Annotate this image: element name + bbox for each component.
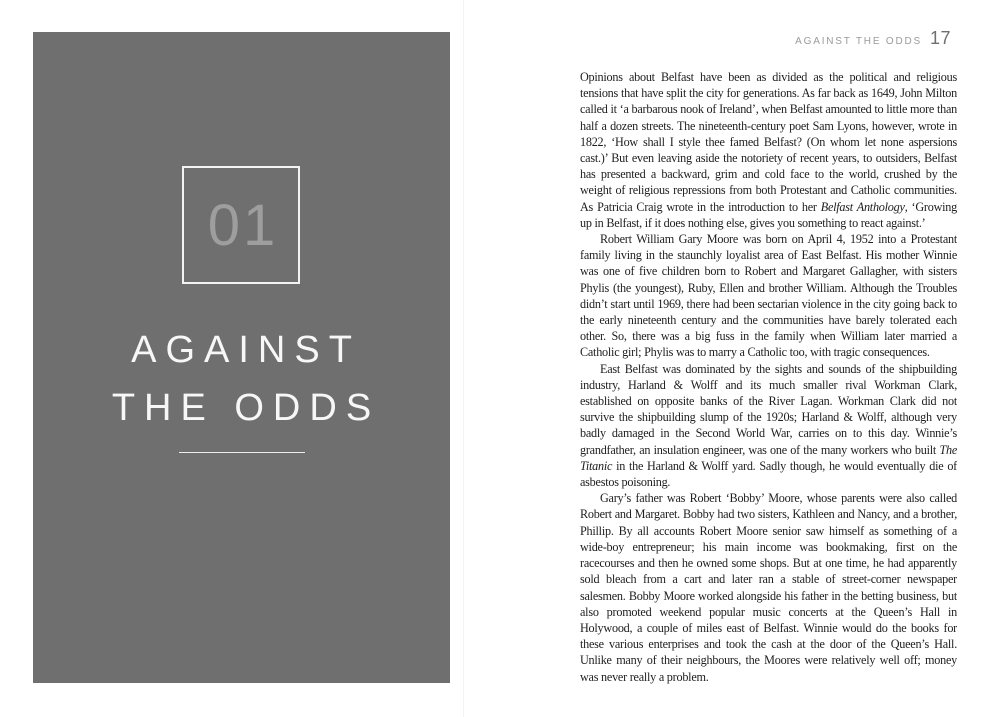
italic-ship-name: The Titanic (580, 442, 957, 473)
running-header (795, 28, 951, 49)
running-title: AGAINST THE ODDS (795, 36, 922, 47)
chapter-number: 01 (207, 192, 279, 258)
chapter-title-line-1: AGAINST (131, 329, 361, 371)
chapter-title-line-2: THE ODDS (111, 387, 381, 429)
paragraph-text: Opinions about Belfast have been as divided as the political and religious tensions that have split the city for generations. As far back as 1649, John Milton called it ‘a barbarous nook of Ireland’, when Belfast amounted to little more than half a dozen streets. The nineteenth-century poet Sam Lyons, however, wrote in 1822, ‘How shall I style thee famed Belfast? (On whom let none aspersions cast.)’ But even leaving aside the notoriety of recent years, to outsiders, Belfast has presented a backward, grim and cold face to the world, crushed by the weight of religious repressions from both Protestant and Catholic communities. As Patricia Craig wrote in the introduction to her (580, 70, 957, 214)
page-number: 17 (929, 28, 951, 48)
paragraph-3 (580, 361, 957, 491)
paragraph-4 (580, 490, 957, 684)
paragraph-text: East Belfast was dominated by the sights and sounds of the shipbuilding industry, Harland & Wolff and its much smaller rival Workman Clark, established on opposite banks of the River Lagan. Workman Clark did not survive the shipbuilding slump of the 1920s; Harland & Wolff, although very badly damaged in the Second World War, carries on to this day. Winnie’s grandfather, an insulation engineer, was one of the many workers who built (580, 361, 957, 457)
chapter-opener-panel (33, 32, 450, 683)
paragraph-1 (580, 69, 957, 231)
paragraph-text: Gary’s father was Robert ‘Bobby’ Moore, whose parents were also called Robert and Margaret. Bobby had two sisters, Kathleen and Nancy, and a brother, Phillip. By all accounts Robert Moore senior saw himself as something of a wide-boy entrepreneur; his main income was bookmaking, first on the racecourses and then he owned some shops. But at one time, he had apparently sold bleach from a cart and later ran a stable of street-corner newspaper salesmen. Bobby Moore worked alongside his father in the betting business, but also promoted weekend popular music concerts at the Queen’s Hall in Holywood, a couple of miles east of Belfast. Winnie would do the books for these various enterprises and took the cash at the door of the Queen’s Hall. Unlike many of their neighbours, the Moores were relatively well off; money was never really a problem. (580, 491, 957, 684)
page-gutter-line (463, 0, 464, 717)
title-divider-rule (179, 452, 305, 453)
chapter-number-box (182, 166, 300, 284)
paragraph-text: , ‘Growing up in Belfast, if it does nothing else, gives you something to react against.’ (580, 199, 957, 230)
italic-book-title: Belfast Anthology (820, 199, 905, 214)
paragraph-2 (580, 231, 957, 361)
body-text-column (580, 69, 957, 714)
chapter-title (33, 331, 450, 427)
paragraph-text: in the Harland & Wolff yard. Sadly though, he would eventually die of asbestos poisoning. (580, 458, 957, 490)
paragraph-text: Robert William Gary Moore was born on April 4, 1952 into a Protestant family living in the staunchly loyalist area of East Belfast. His mother Winnie was one of five children born to Robert and Margaret Gallagher, with sisters Phylis (the youngest), Ruby, Ellen and brother William. Although the Troubles didn’t start until 1969, there had been sectarian violence in the city going back to the early nineteenth century and the communities have barely tolerated each other. So, there was a big fuss in the family when William later married a Catholic girl; Phylis was to marry a Catholic too, with tragic consequences. (580, 232, 957, 360)
